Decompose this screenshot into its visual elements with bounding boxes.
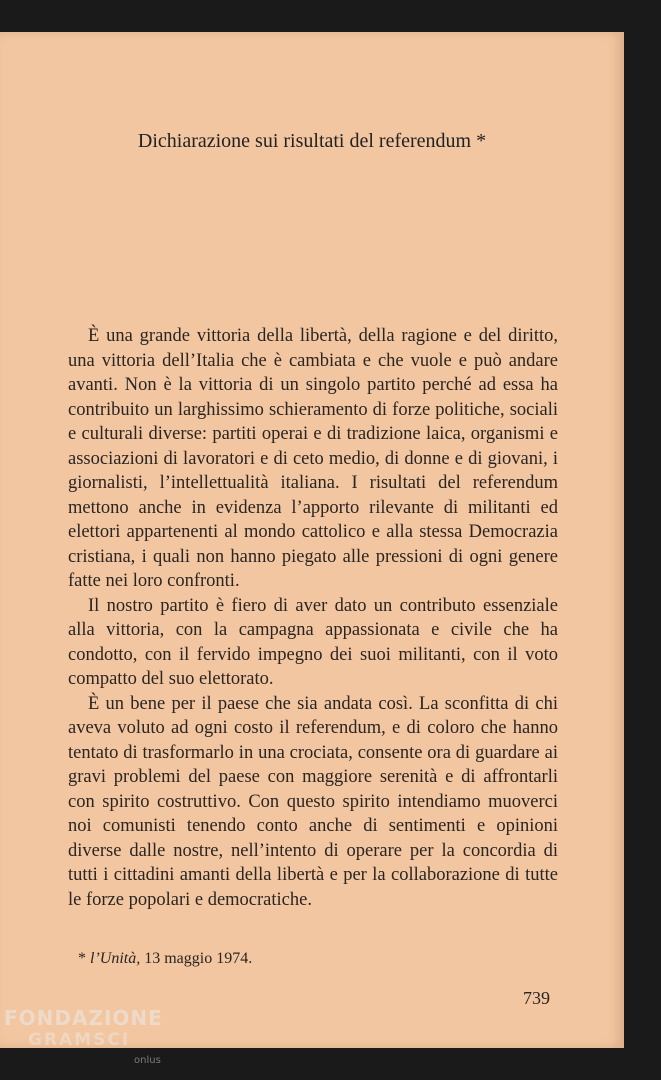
footnote-source: l’Unità, [90, 950, 141, 967]
page-title: Dichiarazione sui risultati del referendum * [137, 130, 487, 152]
paragraph-3: È un bene per il paese che sia andata così. La sconfitta di chi aveva voluto ad ogni costo il referendum, e di coloro che hanno tentato di trasformarlo in una crociata, consente ora di guardare ai gravi problemi del paese con maggiore serenità e di affrontarli con spirito costruttivo. Con questo spirito intendiamo muoverci noi comunisti tenendo conto anche di sentimenti e opinioni diverse dalle nostre, nell’intento di operare per la concordia di tutti i cittadini amanti della libertà e per la collaborazione di tutte le forze popolari e democratiche. [68, 693, 558, 910]
page-number: 739 [523, 988, 550, 1008]
paragraph-1: È una grande vittoria della libertà, della ragione e del diritto, una vittoria dell’Italia che è cambiata e che vuole e può andare avanti. Non è la vittoria di un singolo partito perché ad essa ha contribuito un larghissimo schieramento di forze politiche, sociali e culturali diverse: partiti operai e di tradizione laica, organismi e associazioni di lavoratori e di ceto medio, di donne e di giovani, i giornalisti, l’intellettualità italiana. I risultati del referendum mettono anche in evidenza l’apporto rilevante di militanti ed elettori appartenenti al mondo cattolico e alla stessa Democrazia cristiana, i quali non hanno piegato alle pressioni di ogni genere fatte nei loro confronti. [68, 326, 558, 591]
watermark-logo-text: FONDAZIONE [4, 1006, 163, 1030]
footnote [78, 950, 252, 968]
book-page [0, 32, 624, 1048]
paragraph-2: Il nostro partito è fiero di aver dato un contributo essenziale alla vittoria, con la campagna appassionata e civile che ha condotto, con il fervido impegno dei suoi militanti, con il voto compatto del suo elettorato. [68, 595, 558, 689]
watermark-onlus: onlus [134, 1055, 161, 1066]
watermark-logo-subtext: GRAMSCI [28, 1030, 131, 1050]
footnote-date: 13 maggio 1974. [144, 950, 253, 967]
body-text [68, 324, 558, 912]
footnote-marker: * [78, 950, 86, 967]
